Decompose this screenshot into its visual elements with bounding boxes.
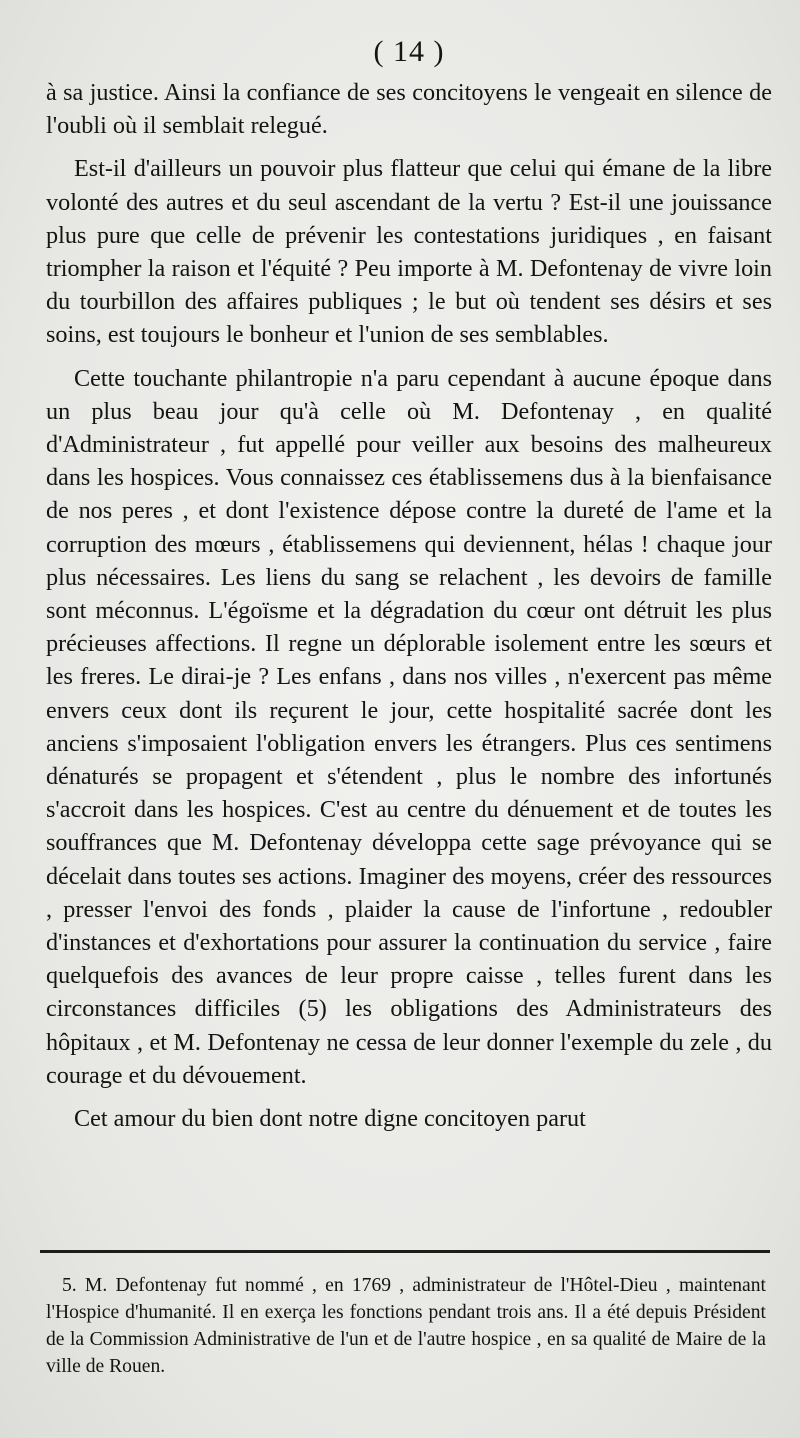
footnote: 5. M. Defontenay fut nommé , en 1769 , administrateur de l'Hôtel-Dieu , maintenant l'Hospice d'humanité. Il en exerça les fonctions pendant trois ans. Il a été depuis Président de la Commission Administrative de l'un et de l'autre hospice , en sa qualité de Maire de la ville de Rouen. [46,1275,766,1377]
page-number: ( 14 ) [373,35,445,68]
paragraph: Cet amour du bien dont notre digne concitoyen parut [74,1105,586,1133]
paragraph: Cette touchante philantropie n'a paru cependant à aucune époque dans un plus beau jour qu'à celle où M. Defontenay , en qualité d'Administrateur , fut appellé pour veiller aux besoins des malheureux dans les hospices. Vous connaissez ces établissemens dus à la bienfaisance de nos peres , et dont l'existence dépose contre la dureté de l'ame et la corruption des mœurs , établissemens qui deviennent, hélas ! chaque jour plus nécessaires. Les liens du sang se relachent , les devoirs de famille sont méconnus. L'égoïsme et la dégradation du cœur ont détruit les plus précieuses affections. Il regne un déplorable isolement entre les sœurs et les freres. Le dirai-je ? Les enfans , dans nos villes , n'exercent pas même envers ceux dont ils reçurent le jour, cette hospitalité sacrée dont les anciens s'imposaient l'obligation envers les étrangers. Plus ces sentimens dénaturés se propagent et s'étendent , plus le nombre des infortunés s'accroit dans les hospices. C'est au centre du dénuement et de toutes les souffrances que M. Defontenay développa cette sage prévoyance qui se décelait dans toutes ses actions. Imaginer des moyens, créer des ressources , presser l'envoi des fonds , plaider la cause de l'infortune , redoubler d'instances et d'exhortations pour assurer la continuation du service , faire quelquefois des avances de leur propre caisse , telles furent dans les circonstances difficiles (5) les obligations des Administrateurs des hôpitaux , et M. Defontenay ne cessa de leur donner l'exemple du zele , du courage et du dévouement. [46,364,772,1089]
paragraph: à sa justice. Ainsi la confiance de ses concitoyens le vengeait en silence de l'oubli où il semblait relegué. [46,79,772,140]
footnote-divider [40,1250,770,1253]
body-text [46,76,772,1135]
paragraph: Est-il d'ailleurs un pouvoir plus flatteur que celui qui émane de la libre volonté des autres et du seul ascendant de la vertu ? Est-il une jouissance plus pure que celle de prévenir les contestations juridiques , en faisant triompher la raison et l'équité ? Peu importe à M. Defontenay de vivre loin du tourbillon des affaires publiques ; le but où tendent ses désirs et ses soins, est toujours le bonheur et l'union de ses semblables. [46,155,772,349]
